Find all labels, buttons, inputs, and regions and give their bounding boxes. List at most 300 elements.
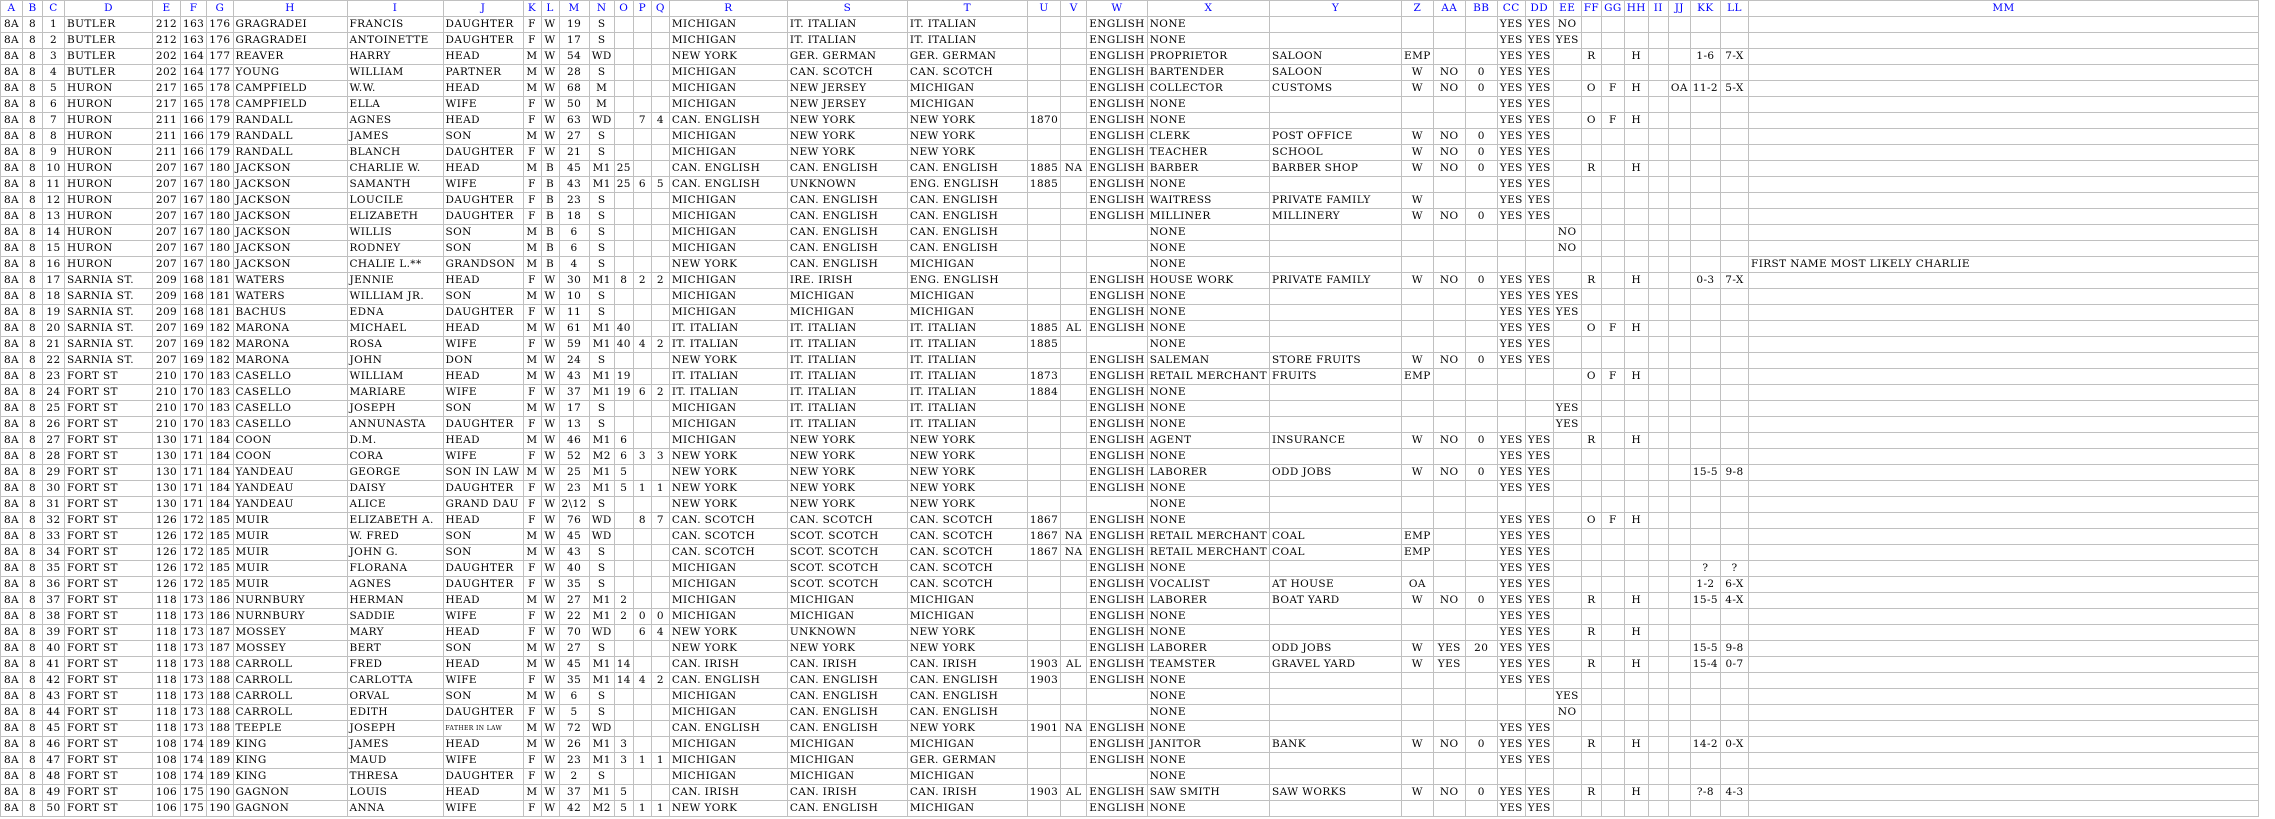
cell-aa[interactable] <box>1433 17 1465 33</box>
cell-hh[interactable] <box>1624 337 1648 353</box>
cell-t[interactable]: CAN. ENGLISH <box>907 705 1027 721</box>
cell-r[interactable]: MICHIGAN <box>669 193 787 209</box>
cell-w[interactable] <box>1087 337 1148 353</box>
cell-g[interactable]: 188 <box>207 705 233 721</box>
cell-c[interactable]: 39 <box>43 625 65 641</box>
cell-x[interactable]: LABORER <box>1147 641 1269 657</box>
cell-y[interactable]: MILLINERY <box>1270 209 1402 225</box>
cell-ii[interactable] <box>1648 689 1668 705</box>
cell-f[interactable]: 169 <box>181 353 207 369</box>
cell-l[interactable]: W <box>541 145 559 161</box>
cell-g[interactable]: 182 <box>207 321 233 337</box>
cell-z[interactable] <box>1402 289 1434 305</box>
cell-n[interactable]: M <box>589 81 614 97</box>
cell-i[interactable]: GEORGE <box>347 465 443 481</box>
cell-b[interactable]: 8 <box>23 721 43 737</box>
cell-e[interactable]: 118 <box>153 625 181 641</box>
cell-z[interactable] <box>1402 97 1434 113</box>
cell-gg[interactable] <box>1602 145 1625 161</box>
cell-ee[interactable]: NO <box>1553 241 1581 257</box>
column-header-c[interactable]: C <box>43 1 65 17</box>
cell-mm[interactable] <box>1749 625 2259 641</box>
cell-kk[interactable]: 15-4 <box>1690 657 1720 673</box>
cell-x[interactable]: NONE <box>1147 625 1269 641</box>
cell-mm[interactable] <box>1749 481 2259 497</box>
cell-e[interactable]: 207 <box>153 353 181 369</box>
cell-aa[interactable]: NO <box>1433 145 1465 161</box>
cell-w[interactable]: ENGLISH <box>1087 193 1148 209</box>
cell-l[interactable]: W <box>541 561 559 577</box>
cell-b[interactable]: 8 <box>23 369 43 385</box>
cell-u[interactable] <box>1027 561 1060 577</box>
cell-h[interactable]: RANDALL <box>233 145 347 161</box>
column-header-s[interactable]: S <box>787 1 907 17</box>
cell-v[interactable]: NA <box>1061 161 1087 177</box>
cell-m[interactable]: 13 <box>559 417 589 433</box>
cell-ll[interactable] <box>1721 529 1749 545</box>
cell-p[interactable] <box>633 209 651 225</box>
cell-k[interactable]: M <box>523 369 541 385</box>
cell-b[interactable]: 8 <box>23 209 43 225</box>
cell-q[interactable] <box>651 657 669 673</box>
cell-ll[interactable]: 4-X <box>1721 593 1749 609</box>
cell-bb[interactable] <box>1465 177 1497 193</box>
cell-ff[interactable] <box>1581 193 1601 209</box>
cell-u[interactable] <box>1027 753 1060 769</box>
cell-g[interactable]: 180 <box>207 257 233 273</box>
cell-jj[interactable] <box>1668 177 1690 193</box>
cell-s[interactable]: NEW YORK <box>787 449 907 465</box>
cell-d[interactable]: HURON <box>65 145 153 161</box>
cell-c[interactable]: 27 <box>43 433 65 449</box>
cell-p[interactable]: 2 <box>633 273 651 289</box>
cell-t[interactable]: NEW YORK <box>907 145 1027 161</box>
cell-b[interactable]: 8 <box>23 257 43 273</box>
cell-g[interactable]: 184 <box>207 497 233 513</box>
cell-s[interactable]: CAN. ENGLISH <box>787 161 907 177</box>
cell-x[interactable]: NONE <box>1147 449 1269 465</box>
cell-ff[interactable] <box>1581 65 1601 81</box>
cell-o[interactable]: 14 <box>614 657 633 673</box>
cell-m[interactable]: 45 <box>559 529 589 545</box>
cell-l[interactable]: B <box>541 257 559 273</box>
cell-ll[interactable] <box>1721 289 1749 305</box>
cell-a[interactable]: 8A <box>1 337 23 353</box>
cell-n[interactable]: S <box>589 225 614 241</box>
cell-u[interactable] <box>1027 145 1060 161</box>
cell-d[interactable]: FORT ST <box>65 593 153 609</box>
cell-f[interactable]: 168 <box>181 305 207 321</box>
cell-p[interactable] <box>633 49 651 65</box>
cell-e[interactable]: 108 <box>153 737 181 753</box>
cell-o[interactable]: 19 <box>614 369 633 385</box>
cell-r[interactable]: NEW YORK <box>669 801 787 817</box>
cell-n[interactable]: S <box>589 17 614 33</box>
cell-f[interactable]: 171 <box>181 497 207 513</box>
cell-gg[interactable] <box>1602 289 1625 305</box>
cell-y[interactable] <box>1270 305 1402 321</box>
cell-l[interactable]: W <box>541 577 559 593</box>
cell-h[interactable]: WATERS <box>233 273 347 289</box>
cell-aa[interactable] <box>1433 753 1465 769</box>
cell-ii[interactable] <box>1648 161 1668 177</box>
cell-t[interactable]: IT. ITALIAN <box>907 337 1027 353</box>
cell-i[interactable]: SADDIE <box>347 609 443 625</box>
cell-kk[interactable] <box>1690 801 1720 817</box>
cell-hh[interactable] <box>1624 753 1648 769</box>
cell-jj[interactable] <box>1668 753 1690 769</box>
cell-kk[interactable]: 15-5 <box>1690 593 1720 609</box>
cell-ll[interactable]: 0-X <box>1721 737 1749 753</box>
cell-ff[interactable] <box>1581 801 1601 817</box>
cell-f[interactable]: 174 <box>181 769 207 785</box>
cell-o[interactable] <box>614 49 633 65</box>
cell-w[interactable]: ENGLISH <box>1087 289 1148 305</box>
cell-aa[interactable] <box>1433 225 1465 241</box>
cell-j[interactable]: HEAD <box>443 161 523 177</box>
cell-jj[interactable] <box>1668 433 1690 449</box>
cell-b[interactable]: 8 <box>23 353 43 369</box>
cell-h[interactable]: MUIR <box>233 577 347 593</box>
cell-k[interactable]: F <box>523 449 541 465</box>
cell-j[interactable]: HEAD <box>443 49 523 65</box>
cell-n[interactable]: M1 <box>589 161 614 177</box>
cell-ii[interactable] <box>1648 625 1668 641</box>
cell-kk[interactable] <box>1690 721 1720 737</box>
cell-aa[interactable]: NO <box>1433 129 1465 145</box>
cell-f[interactable]: 166 <box>181 145 207 161</box>
cell-jj[interactable] <box>1668 545 1690 561</box>
cell-l[interactable]: W <box>541 625 559 641</box>
cell-gg[interactable] <box>1602 593 1625 609</box>
cell-bb[interactable] <box>1465 369 1497 385</box>
cell-j[interactable]: WIFE <box>443 337 523 353</box>
cell-z[interactable] <box>1402 513 1434 529</box>
cell-b[interactable]: 8 <box>23 65 43 81</box>
cell-ll[interactable] <box>1721 225 1749 241</box>
cell-ii[interactable] <box>1648 49 1668 65</box>
cell-i[interactable]: SAMANTH <box>347 177 443 193</box>
cell-d[interactable]: HURON <box>65 177 153 193</box>
cell-aa[interactable] <box>1433 625 1465 641</box>
cell-aa[interactable]: NO <box>1433 593 1465 609</box>
cell-x[interactable]: BARBER <box>1147 161 1269 177</box>
cell-ff[interactable] <box>1581 305 1601 321</box>
cell-ee[interactable]: YES <box>1553 689 1581 705</box>
cell-l[interactable]: W <box>541 97 559 113</box>
cell-b[interactable]: 8 <box>23 449 43 465</box>
cell-m[interactable]: 45 <box>559 657 589 673</box>
cell-n[interactable]: M1 <box>589 465 614 481</box>
cell-n[interactable]: S <box>589 401 614 417</box>
cell-ll[interactable] <box>1721 721 1749 737</box>
cell-dd[interactable]: YES <box>1525 353 1553 369</box>
cell-bb[interactable]: 0 <box>1465 737 1497 753</box>
cell-v[interactable] <box>1061 689 1087 705</box>
cell-r[interactable]: NEW YORK <box>669 353 787 369</box>
cell-h[interactable]: WATERS <box>233 289 347 305</box>
cell-v[interactable] <box>1061 97 1087 113</box>
cell-y[interactable] <box>1270 321 1402 337</box>
cell-h[interactable]: CASELLO <box>233 385 347 401</box>
cell-ll[interactable] <box>1721 321 1749 337</box>
cell-w[interactable]: ENGLISH <box>1087 209 1148 225</box>
cell-d[interactable]: FORT ST <box>65 401 153 417</box>
cell-ff[interactable] <box>1581 337 1601 353</box>
cell-hh[interactable] <box>1624 193 1648 209</box>
cell-gg[interactable]: F <box>1602 369 1625 385</box>
cell-t[interactable]: CAN. ENGLISH <box>907 241 1027 257</box>
cell-t[interactable]: NEW YORK <box>907 641 1027 657</box>
cell-a[interactable]: 8A <box>1 433 23 449</box>
cell-n[interactable]: M1 <box>589 273 614 289</box>
cell-u[interactable]: 1885 <box>1027 321 1060 337</box>
cell-t[interactable]: NEW YORK <box>907 481 1027 497</box>
cell-ff[interactable] <box>1581 417 1601 433</box>
cell-cc[interactable] <box>1497 705 1525 721</box>
cell-mm[interactable] <box>1749 193 2259 209</box>
cell-ll[interactable]: 6-X <box>1721 577 1749 593</box>
cell-d[interactable]: FORT ST <box>65 625 153 641</box>
cell-r[interactable]: NEW YORK <box>669 641 787 657</box>
cell-x[interactable]: NONE <box>1147 321 1269 337</box>
cell-g[interactable]: 186 <box>207 593 233 609</box>
column-header-a[interactable]: A <box>1 1 23 17</box>
cell-c[interactable]: 44 <box>43 705 65 721</box>
cell-mm[interactable] <box>1749 801 2259 817</box>
cell-d[interactable]: FORT ST <box>65 497 153 513</box>
cell-ff[interactable]: R <box>1581 737 1601 753</box>
cell-mm[interactable] <box>1749 369 2259 385</box>
cell-h[interactable]: GAGNON <box>233 801 347 817</box>
cell-b[interactable]: 8 <box>23 81 43 97</box>
cell-kk[interactable] <box>1690 401 1720 417</box>
cell-z[interactable]: W <box>1402 433 1434 449</box>
cell-u[interactable] <box>1027 129 1060 145</box>
cell-n[interactable]: S <box>589 705 614 721</box>
cell-e[interactable]: 130 <box>153 465 181 481</box>
cell-ee[interactable] <box>1553 465 1581 481</box>
cell-u[interactable] <box>1027 65 1060 81</box>
cell-e[interactable]: 118 <box>153 641 181 657</box>
cell-gg[interactable] <box>1602 785 1625 801</box>
cell-gg[interactable] <box>1602 65 1625 81</box>
cell-gg[interactable] <box>1602 353 1625 369</box>
cell-o[interactable] <box>614 417 633 433</box>
cell-kk[interactable] <box>1690 497 1720 513</box>
cell-q[interactable] <box>651 193 669 209</box>
cell-w[interactable]: ENGLISH <box>1087 513 1148 529</box>
column-header-z[interactable]: Z <box>1402 1 1434 17</box>
cell-ff[interactable]: R <box>1581 49 1601 65</box>
cell-kk[interactable]: 11-2 <box>1690 81 1720 97</box>
cell-u[interactable] <box>1027 593 1060 609</box>
cell-t[interactable]: MICHIGAN <box>907 257 1027 273</box>
cell-d[interactable]: FORT ST <box>65 369 153 385</box>
cell-jj[interactable] <box>1668 305 1690 321</box>
cell-dd[interactable]: YES <box>1525 449 1553 465</box>
cell-b[interactable]: 8 <box>23 593 43 609</box>
cell-q[interactable]: 1 <box>651 481 669 497</box>
cell-q[interactable] <box>651 417 669 433</box>
cell-i[interactable]: ELIZABETH <box>347 209 443 225</box>
cell-kk[interactable]: 15-5 <box>1690 465 1720 481</box>
cell-bb[interactable] <box>1465 497 1497 513</box>
cell-n[interactable]: M1 <box>589 609 614 625</box>
cell-kk[interactable]: ? <box>1690 561 1720 577</box>
cell-y[interactable]: COAL <box>1270 529 1402 545</box>
cell-g[interactable]: 179 <box>207 129 233 145</box>
cell-w[interactable]: ENGLISH <box>1087 673 1148 689</box>
cell-a[interactable]: 8A <box>1 769 23 785</box>
cell-gg[interactable] <box>1602 449 1625 465</box>
cell-w[interactable]: ENGLISH <box>1087 465 1148 481</box>
cell-e[interactable]: 126 <box>153 545 181 561</box>
cell-j[interactable]: SON <box>443 225 523 241</box>
cell-hh[interactable]: H <box>1624 513 1648 529</box>
cell-jj[interactable] <box>1668 689 1690 705</box>
cell-r[interactable]: MICHIGAN <box>669 769 787 785</box>
cell-i[interactable]: EDNA <box>347 305 443 321</box>
cell-bb[interactable] <box>1465 385 1497 401</box>
cell-x[interactable]: NONE <box>1147 33 1269 49</box>
cell-jj[interactable] <box>1668 113 1690 129</box>
cell-h[interactable]: CARROLL <box>233 673 347 689</box>
column-header-ff[interactable]: FF <box>1581 1 1601 17</box>
cell-hh[interactable]: H <box>1624 113 1648 129</box>
cell-v[interactable] <box>1061 369 1087 385</box>
cell-j[interactable]: DAUGHTER <box>443 577 523 593</box>
cell-ii[interactable] <box>1648 545 1668 561</box>
cell-bb[interactable] <box>1465 689 1497 705</box>
cell-p[interactable] <box>633 161 651 177</box>
cell-t[interactable]: CAN. IRISH <box>907 785 1027 801</box>
cell-bb[interactable]: 0 <box>1465 353 1497 369</box>
cell-r[interactable]: MICHIGAN <box>669 273 787 289</box>
cell-kk[interactable]: 0-3 <box>1690 273 1720 289</box>
cell-mm[interactable] <box>1749 145 2259 161</box>
cell-ii[interactable] <box>1648 129 1668 145</box>
cell-c[interactable]: 46 <box>43 737 65 753</box>
cell-b[interactable]: 8 <box>23 49 43 65</box>
cell-b[interactable]: 8 <box>23 705 43 721</box>
cell-z[interactable] <box>1402 481 1434 497</box>
cell-n[interactable]: S <box>589 209 614 225</box>
cell-aa[interactable]: NO <box>1433 737 1465 753</box>
cell-e[interactable]: 211 <box>153 129 181 145</box>
cell-ff[interactable] <box>1581 209 1601 225</box>
cell-k[interactable]: M <box>523 289 541 305</box>
cell-l[interactable]: W <box>541 289 559 305</box>
cell-s[interactable]: CAN. IRISH <box>787 785 907 801</box>
cell-s[interactable]: IT. ITALIAN <box>787 337 907 353</box>
cell-ee[interactable] <box>1553 801 1581 817</box>
cell-z[interactable]: W <box>1402 737 1434 753</box>
cell-v[interactable] <box>1061 609 1087 625</box>
cell-f[interactable]: 166 <box>181 113 207 129</box>
cell-x[interactable]: TEACHER <box>1147 145 1269 161</box>
cell-aa[interactable] <box>1433 513 1465 529</box>
cell-r[interactable]: NEW YORK <box>669 625 787 641</box>
cell-v[interactable] <box>1061 753 1087 769</box>
cell-p[interactable] <box>633 497 651 513</box>
cell-gg[interactable] <box>1602 97 1625 113</box>
cell-bb[interactable] <box>1465 449 1497 465</box>
cell-jj[interactable] <box>1668 385 1690 401</box>
cell-mm[interactable] <box>1749 577 2259 593</box>
cell-b[interactable]: 8 <box>23 529 43 545</box>
cell-t[interactable]: MICHIGAN <box>907 305 1027 321</box>
cell-f[interactable]: 167 <box>181 161 207 177</box>
cell-g[interactable]: 185 <box>207 529 233 545</box>
cell-s[interactable]: UNKNOWN <box>787 177 907 193</box>
cell-gg[interactable] <box>1602 545 1625 561</box>
cell-d[interactable]: FORT ST <box>65 721 153 737</box>
cell-n[interactable]: WD <box>589 49 614 65</box>
cell-aa[interactable] <box>1433 257 1465 273</box>
cell-hh[interactable]: H <box>1624 433 1648 449</box>
cell-g[interactable]: 189 <box>207 737 233 753</box>
cell-bb[interactable]: 0 <box>1465 433 1497 449</box>
cell-ii[interactable] <box>1648 305 1668 321</box>
cell-ii[interactable] <box>1648 673 1668 689</box>
cell-i[interactable]: FRANCIS <box>347 17 443 33</box>
cell-i[interactable]: CARLOTTA <box>347 673 443 689</box>
cell-f[interactable]: 165 <box>181 81 207 97</box>
cell-t[interactable]: CAN. ENGLISH <box>907 161 1027 177</box>
cell-o[interactable]: 40 <box>614 321 633 337</box>
cell-h[interactable]: CASELLO <box>233 417 347 433</box>
cell-k[interactable]: F <box>523 385 541 401</box>
cell-ll[interactable] <box>1721 177 1749 193</box>
cell-aa[interactable] <box>1433 561 1465 577</box>
cell-gg[interactable] <box>1602 209 1625 225</box>
cell-e[interactable]: 126 <box>153 529 181 545</box>
cell-bb[interactable] <box>1465 241 1497 257</box>
cell-h[interactable]: YOUNG <box>233 65 347 81</box>
cell-mm[interactable] <box>1749 401 2259 417</box>
cell-w[interactable]: ENGLISH <box>1087 529 1148 545</box>
cell-ii[interactable] <box>1648 401 1668 417</box>
cell-jj[interactable] <box>1668 17 1690 33</box>
cell-y[interactable] <box>1270 705 1402 721</box>
cell-q[interactable] <box>651 769 669 785</box>
cell-b[interactable]: 8 <box>23 801 43 817</box>
cell-f[interactable]: 172 <box>181 561 207 577</box>
cell-c[interactable]: 36 <box>43 577 65 593</box>
cell-gg[interactable] <box>1602 769 1625 785</box>
cell-ll[interactable] <box>1721 161 1749 177</box>
cell-cc[interactable]: YES <box>1497 641 1525 657</box>
cell-l[interactable]: W <box>541 465 559 481</box>
cell-g[interactable]: 186 <box>207 609 233 625</box>
cell-d[interactable]: SARNIA ST. <box>65 337 153 353</box>
cell-l[interactable]: W <box>541 657 559 673</box>
cell-q[interactable] <box>651 689 669 705</box>
cell-ll[interactable] <box>1721 17 1749 33</box>
cell-r[interactable]: MICHIGAN <box>669 689 787 705</box>
cell-e[interactable]: 202 <box>153 65 181 81</box>
cell-j[interactable]: HEAD <box>443 81 523 97</box>
cell-dd[interactable]: YES <box>1525 289 1553 305</box>
cell-f[interactable]: 171 <box>181 465 207 481</box>
cell-e[interactable]: 209 <box>153 305 181 321</box>
cell-mm[interactable] <box>1749 49 2259 65</box>
cell-mm[interactable] <box>1749 737 2259 753</box>
cell-ll[interactable] <box>1721 65 1749 81</box>
cell-h[interactable]: GRAGRADEI <box>233 33 347 49</box>
column-header-m[interactable]: M <box>559 1 589 17</box>
